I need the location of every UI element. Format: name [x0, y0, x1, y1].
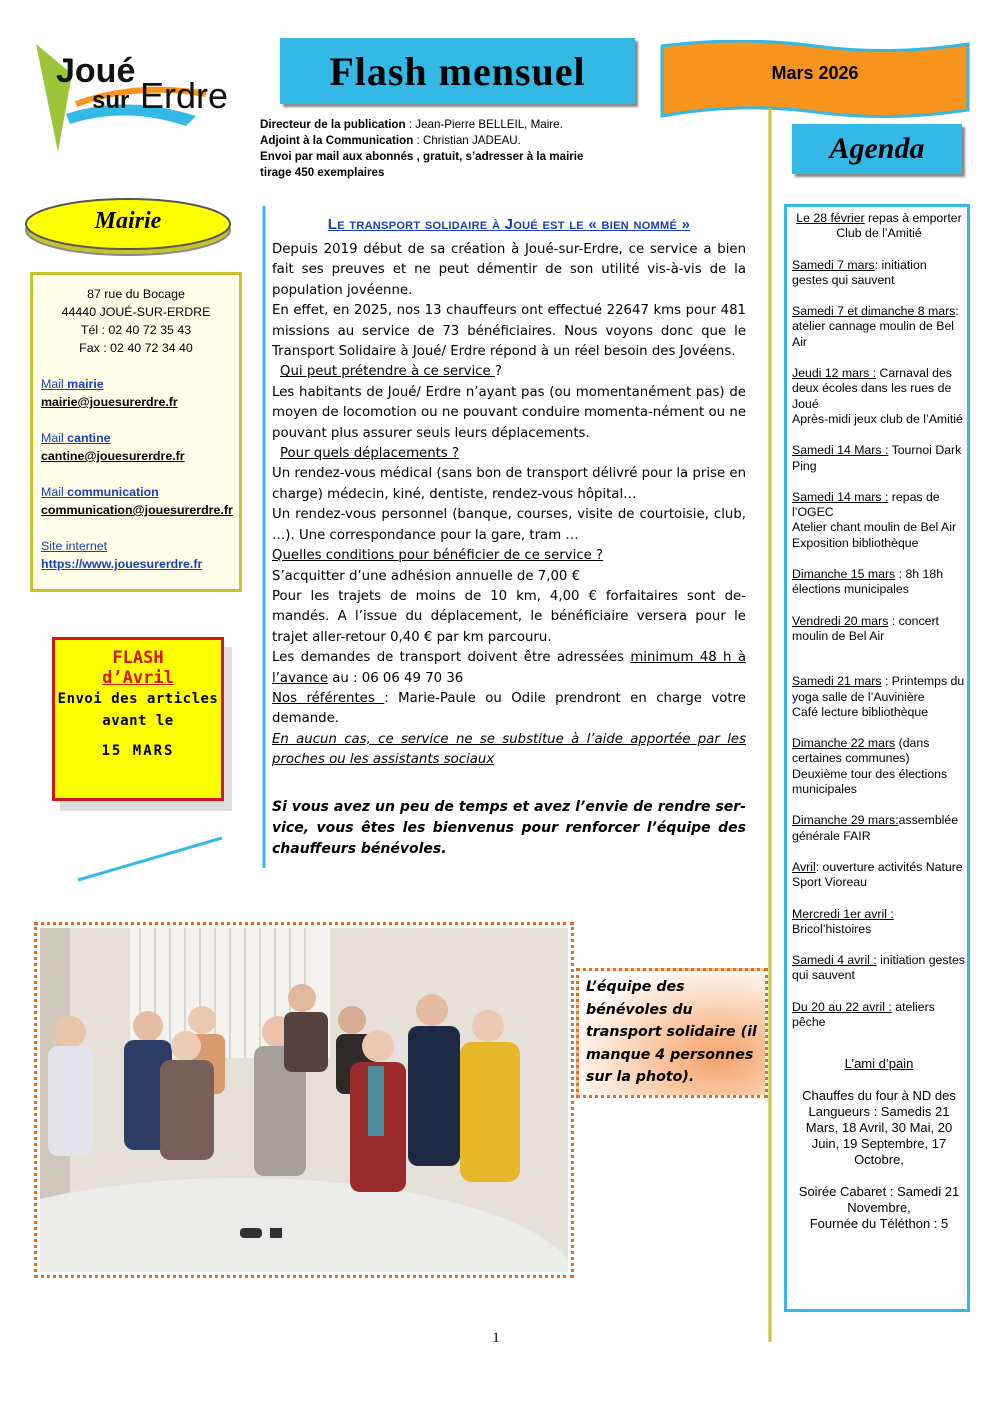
address-city: 44440 JOUÉ-SUR-ERDRE: [61, 305, 211, 319]
mail-prefix: Mail: [41, 431, 68, 445]
photo-caption: L’équipe des bénévoles du transport solidaire (il manque 4 personnes sur la photo).: [586, 979, 757, 1085]
agenda-date: Samedi 14 Mars :: [792, 443, 889, 458]
agenda-text: repas à emporter: [864, 211, 962, 225]
agenda-more: Club de l’Amitié: [836, 226, 922, 241]
site-label: Site internet: [41, 539, 108, 553]
logo-joue: Joué: [56, 52, 136, 90]
agenda-more: Bricol’histoires: [792, 921, 872, 936]
flash-line4: avant le: [102, 713, 174, 729]
agenda-more: Exposition bibliothèque: [792, 535, 919, 550]
article-p2: En effet, en 2025, nos 13 chauffeurs ont effectué 22647 kms pour 481 missions au service de 73 bénéficiaires. Nous voyons donc que le Transport Solidaire à Joué/ Erdre répond à un réel besoin des Jovéens.: [272, 303, 746, 360]
pub-line-envoi: Envoi par mail aux abonnés , gratuit, s’adresser à la mairie: [260, 150, 584, 163]
agenda-date: Samedi 7 et dimanche 8 mars: [792, 304, 956, 319]
agenda-date: Samedi 4 avril :: [792, 953, 877, 968]
mairie-heading: Mairie: [94, 208, 162, 234]
agenda-date: Du 20 au 22 avril :: [792, 999, 892, 1014]
fax: Fax : 02 40 72 34 40: [79, 341, 193, 355]
article-p9-text: : Marie-Paule ou Odile prendront en charge votre demande.: [272, 690, 746, 727]
article-q2: Pour quels déplacements ?: [280, 446, 460, 462]
article-p8: [272, 648, 746, 689]
article-p6: S’acquitter d’une adhésion annuelle de 7,00 €: [272, 568, 581, 584]
logo-sur: sur: [92, 87, 130, 114]
agenda-date: Avril: [792, 859, 816, 874]
agenda-text: (dans certaines communes): [792, 736, 930, 766]
mail-cantine-link[interactable]: cantine@jouesurerdre.fr: [41, 449, 185, 463]
article-p5: Un rendez-vous personnel (banque, courses, visite de courtoisie, club, …). Une correspondance pour la gare, tram …: [272, 507, 746, 543]
pub-value-director: : Jean-Pierre BELLEIL, Maire.: [405, 118, 563, 131]
agenda-text: : ouverture activités Nature Sport Vioreau: [792, 859, 963, 890]
article-p9-label: Nos référentes: [272, 690, 385, 706]
agenda-title: Agenda: [829, 132, 925, 165]
agenda-more: Deuxième tour des élections municipales: [792, 766, 948, 797]
site-link[interactable]: https://www.jouesurerdre.fr: [41, 557, 203, 571]
agenda-item: [792, 567, 966, 598]
agenda-item: [792, 674, 966, 720]
article-p8-phone: au : 06 06 49 70 36: [328, 670, 464, 686]
agenda-text: ateliers pêche: [792, 999, 935, 1029]
article-p8-start: Les demandes de transport doivent être adressées: [272, 650, 631, 666]
agenda-date: Vendredi 20 mars: [792, 613, 889, 628]
agenda-text: Tournoi Dark Ping: [792, 443, 962, 473]
agenda-date: Samedi 21 mars: [792, 674, 882, 689]
agenda-item: [792, 614, 966, 645]
telethon-text: Fournée du Téléthon : 5: [809, 1215, 949, 1231]
agenda-item: [792, 443, 966, 474]
agenda-date: Dimanche 15 mars: [792, 567, 896, 582]
question-who: Qui peut prétendre à ce service: [280, 364, 495, 380]
flash-line1: FLASH: [112, 648, 164, 668]
agenda-item: [792, 490, 966, 551]
pub-value-adjoint: : Christian JADEAU.: [413, 134, 521, 147]
agenda-more: Café lecture bibliothèque: [792, 704, 929, 719]
article-p7: Pour les trajets de moins de 10 km, 4,00 € forfaitaires sont de-mandés. A l’issue du déplacement, le bénéficiaire versera pour le trajet aller-retour 0,40 € par km parcouru.: [272, 588, 746, 645]
agenda-text: : atelier cannage moulin de Bel Air: [792, 304, 959, 349]
agenda-date: Mercredi 1er avril :: [792, 906, 894, 921]
ami-dpain-title: L’ami d’pain: [844, 1056, 914, 1072]
agenda-text: : 8h 18h élections municipales: [792, 567, 944, 597]
agenda-item: [792, 860, 966, 891]
article-p10: En aucun cas, ce service ne se substitue à l’aide apportée par les proches ou les assistants sociaux: [272, 731, 746, 768]
address-street: 87 rue du Bocage: [87, 287, 185, 301]
agenda-date: Dimanche 22 mars: [792, 736, 896, 751]
mail-mairie-word: mairie: [67, 377, 104, 391]
article-p3: Les habitants de Joué/ Erdre n’ayant pas (ou momentanément pas) de moyen de locomotion ou ne pouvant conduire momenta-nément ou ne pouvant plus assurer seuls leurs déplacements.: [272, 384, 746, 441]
article-p11: Si vous avez un peu de temps et avez l’envie de rendre ser-vice, vous êtes les bienvenus pour renforcer l’équipe des chauffeurs bénévoles.: [272, 798, 746, 857]
mail-comm-word: communication: [67, 485, 159, 499]
flash-line3: Envoi des articles: [57, 691, 219, 707]
ami-dpain-text: Chauffes du four à ND des Langueurs : Samedis 21 Mars, 18 Avril, 30 Mai, 20 Juin, 19 Septembre, 17 Octobre,: [802, 1087, 956, 1167]
pub-label-director: Directeur de la publication: [260, 118, 406, 131]
agenda-text: : Printemps du yoga salle de l’Auvinière: [792, 674, 965, 704]
agenda-more: Atelier chant moulin de Bel Air: [792, 520, 957, 535]
agenda-text: : concert moulin de Bel Air: [792, 613, 939, 643]
mail-mairie-link[interactable]: mairie@jouesurerdre.fr: [41, 395, 178, 409]
agenda-text: initiation gestes qui sauvent: [792, 953, 965, 983]
phone: Tél : 02 40 72 35 43: [80, 323, 192, 337]
pub-line-tirage: tirage 450 exemplaires: [260, 166, 385, 179]
agenda-item: [792, 1000, 966, 1031]
issue-date: Mars 2026: [771, 63, 859, 83]
agenda-date: Jeudi 12 mars :: [792, 366, 877, 381]
article-title: Le transport solidaire à Joué est le « bien nommé »: [327, 216, 691, 233]
volunteers-photo: [40, 928, 568, 1272]
agenda-text: repas de l’OGEC: [792, 489, 940, 520]
agenda-text: assemblée générale FAIR: [792, 813, 959, 843]
mail-prefix: Mail: [41, 377, 68, 391]
agenda-date: Samedi 14 mars :: [792, 489, 889, 504]
agenda-item: [792, 304, 966, 350]
agenda-text: Carnaval des deux écoles dans les rues de Joué: [792, 366, 952, 411]
mail-comm-link[interactable]: communication@jouesurerdre.fr: [41, 503, 233, 517]
page-title: Flash mensuel: [329, 48, 586, 94]
pub-label-adjoint: Adjoint à la Communication: [260, 134, 414, 147]
agenda-list: [792, 211, 966, 1232]
article-p9: [272, 689, 746, 730]
article-body: [272, 216, 746, 860]
agenda-item: [792, 813, 966, 844]
flash-deadline: 15 MARS: [101, 743, 175, 759]
cabaret-text: Soirée Cabaret : Samedi 21 Novembre,: [798, 1183, 960, 1215]
article-q3: Quelles conditions pour bénéficier de ce service ?: [272, 548, 604, 564]
article-p8-deadline: minimum 48 h à l’avance: [272, 650, 746, 686]
article-q1: [272, 362, 746, 382]
question-who-end: ?: [494, 364, 502, 380]
agenda-date: Samedi 7 mars: [792, 257, 875, 272]
flash-line2: d’Avril: [102, 668, 174, 688]
logo-erdre: Erdre: [140, 75, 229, 116]
agenda-date: Dimanche 29 mars:: [792, 813, 899, 828]
mail-cantine-word: cantine: [67, 431, 111, 445]
page-number: 1: [492, 1330, 500, 1346]
article-p4: Un rendez-vous médical (sans bon de transport délivré pour la prise en charge) médecin, kiné, dentiste, rendez-vous hôpital…: [272, 466, 746, 502]
agenda-item: [792, 258, 966, 289]
agenda-item: [792, 953, 966, 984]
agenda-item: [792, 736, 966, 797]
agenda-item: [792, 366, 966, 427]
agenda-item: [792, 211, 966, 242]
agenda-item: [792, 907, 966, 938]
agenda-date: Le 28 février: [796, 211, 865, 225]
agenda-text: : initiation gestes qui sauvent: [792, 257, 927, 287]
article-p1: Depuis 2019 début de sa création à Joué-sur-Erdre, ce service a bien fait ses preuves et ne peut démentir de son utilité vis-à-vis de la population jovéenne.: [272, 242, 746, 298]
mail-prefix: Mail: [41, 485, 68, 499]
agenda-more: Après-midi jeux club de l’Amitié: [792, 411, 963, 426]
